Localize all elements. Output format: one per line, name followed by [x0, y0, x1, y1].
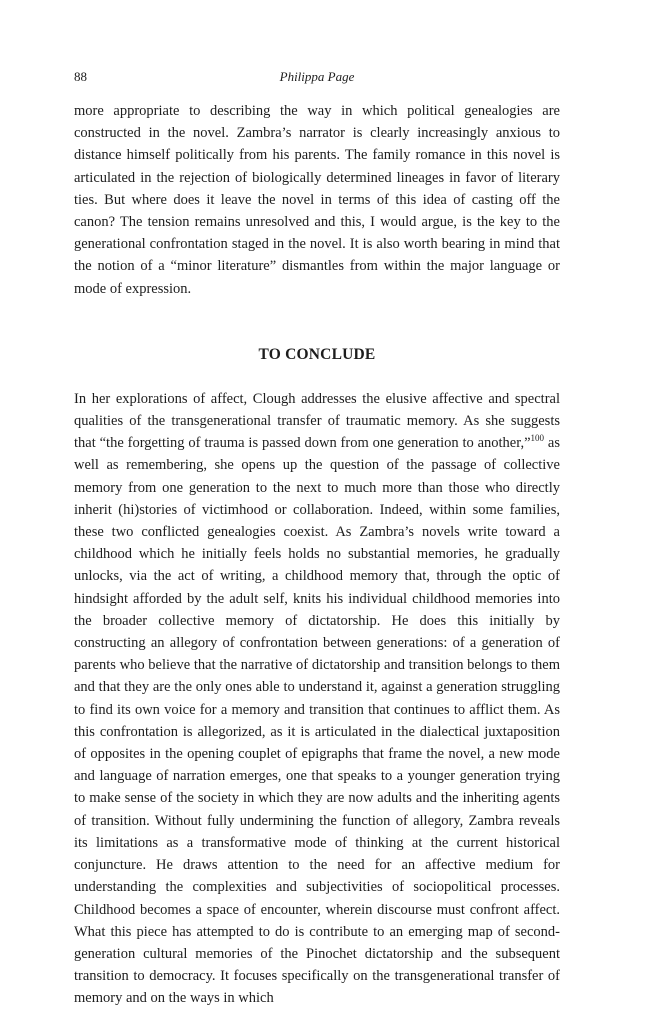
paragraph-text-before-note: In her explorations of affect, Clough addresses the elusive affective and spectral qualities of the transgenerational transfer of traumatic memory. As she suggests that “the forgetting of trauma is passed down from one generation to another,” — [74, 390, 560, 452]
page-number: 88 — [74, 69, 87, 84]
footnote-reference[interactable]: 100 — [530, 433, 545, 444]
book-page — [74, 68, 560, 1010]
paragraph-conclusion — [74, 388, 560, 1010]
section-heading: TO CONCLUDE — [258, 345, 376, 363]
running-head — [74, 68, 560, 90]
paragraph-continued: more appropriate to describing the way in which political genealogies are constructed in the novel. Zambra’s narrator is clearly increasingly anxious to distance himself politically from his parents. The family romance in this novel is articulated in the rejection of biologically determined lineages in favor of literary ties. But where does it leave the novel in terms of this idea of casting off the canon? The tension remains unresolved and this, I would argue, is the key to the generational confrontation staged in the novel. It is also worth bearing in mind that the notion of a “minor literature” dismantles from within the major language or mode of expression. — [74, 103, 560, 297]
running-head-author: Philippa Page — [279, 69, 355, 84]
paragraph-text-after-note: as well as remembering, she opens up the question of the passage of collective memory from one generation to the next to much more than those who directly inherit (hi)stories of victimhood or collaboration. Indeed, within some families, these two conflicted genealogies coexist. As Zambra’s novels write toward a childhood which he initially feels holds no substantial memories, he gradually unlocks, via the act of writing, a childhood memory that, through the optic of hindsight afforded by the adult self, knits his individual childhood memories into the broader collective memory of dictatorship. He does this initially by constructing an allegory of confrontation between generations: of a generation of parents who believe that the narrative of dictatorship and transition belongs to them and that they are the only ones able to understand it, against a generation struggling to find its own voice for a memory and transition that continues to afflict them. As this confrontation is allegorized, as it is articulated in the dialectical juxtaposition of opposites in the opening couplet of epigraphs that frame the novel, a new mode and language of narration emerges, one that speaks to a younger generation trying to make sense of the society in which they are now adults and the inheriting agents of transition. Without fully undermining the function of allegory, Zambra reveals its limitations as a transformative mode of thinking at the current historical conjuncture. He draws attention to the need for an affective medium for understanding the complexities and subjectivities of sociopolitical processes. Childhood becomes a space of encounter, wherein discourse must confront affect. What this piece has attempted to do is contribute to an emerging map of second-generation cultural memories of the Pinochet dictatorship and the subsequent transition to democracy. It focuses specifically on the transgenerational transfer of memory and on the ways in which — [74, 435, 560, 1007]
